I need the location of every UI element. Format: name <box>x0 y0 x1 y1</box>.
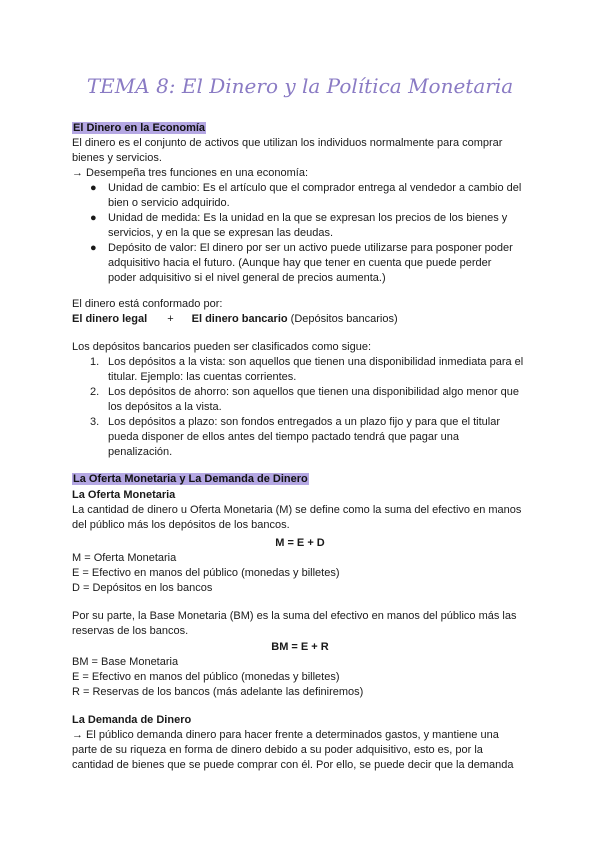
definition-line: E = Efectivo en manos del público (monedas y billetes) <box>72 671 340 683</box>
list-item: adquisitivo hacia el futuro. (Aunque hay que tener en cuenta que puede perder <box>108 257 492 269</box>
list-item: Depósito de valor: El dinero por ser un activo puede utilizarse para posponer poder <box>108 242 513 254</box>
list-item: Unidad de medida: Es la unidad en la que se expresan los precios de los bienes y <box>108 212 508 224</box>
paragraph-line: reservas de los bancos. <box>72 625 189 637</box>
paragraph-line: → Desempeña tres funciones en una economía: <box>72 167 309 179</box>
definition-line: D = Depósitos en los bancos <box>72 582 213 594</box>
list-number: 1. <box>90 356 100 368</box>
list-item: poder adquisitivo si el nivel general de precios aumenta.) <box>108 272 386 284</box>
bullet-icon: ● <box>90 212 97 224</box>
composition-line: El dinero legal + El dinero bancario (Depósitos bancarios) <box>72 313 398 325</box>
list-item: Los depósitos a plazo: son fondos entregados a un plazo fijo y para que el titular <box>108 416 500 428</box>
paragraph-line: parte de su riqueza en forma de dinero debido a su poder adquisitivo, esto es, por la <box>72 744 483 756</box>
paragraph-line: La cantidad de dinero u Oferta Monetaria (M) se define como la suma del efectivo en manos <box>72 504 522 516</box>
list-item: penalización. <box>108 446 173 458</box>
list-number: 2. <box>90 386 100 398</box>
paragraph-line: → El público demanda dinero para hacer frente a determinados gastos, y mantiene una <box>72 729 499 741</box>
list-item: servicios, y en la que se expresan las deudas. <box>108 227 334 239</box>
paragraph-line: Por su parte, la Base Monetaria (BM) es la suma del efectivo en manos del público más las <box>72 610 517 622</box>
paragraph-line: del público más los depósitos de los bancos. <box>72 519 290 531</box>
list-item: Unidad de cambio: Es el artículo que el comprador entrega al vendedor a cambio del <box>108 182 522 194</box>
list-item: bien o servicio adquirido. <box>108 197 230 209</box>
paragraph-line: El dinero está conformado por: <box>72 298 223 310</box>
definition-line: BM = Base Monetaria <box>72 656 179 668</box>
formula: BM = E + R <box>271 641 329 653</box>
list-item: los depósitos a la vista. <box>108 401 222 413</box>
subheading: La Demanda de Dinero <box>72 714 192 726</box>
list-item: titular. Ejemplo: las cuentas corrientes. <box>108 371 297 383</box>
paragraph-line: bienes y servicios. <box>72 152 162 164</box>
definition-line: R = Reservas de los bancos (más adelante las definiremos) <box>72 686 364 698</box>
page-title: TEMA 8: El Dinero y la Política Monetaria <box>86 74 514 98</box>
list-number: 3. <box>90 416 100 428</box>
list-item: Los depósitos a la vista: son aquellos que tienen una disponibilidad inmediata para el <box>108 356 524 368</box>
paragraph-line: cantidad de bienes que se puede comprar con él. Por ello, se puede decir que la demanda <box>72 759 514 771</box>
paragraph-line: El dinero es el conjunto de activos que utilizan los individuos normalmente para comprar <box>72 137 503 149</box>
paragraph-line: Los depósitos bancarios pueden ser clasificados como sigue: <box>72 341 372 353</box>
definition-line: M = Oferta Monetaria <box>72 552 177 564</box>
list-item: Los depósitos de ahorro: son aquellos que tienen una disponibilidad algo menor que <box>108 386 519 398</box>
section-heading: El Dinero en la Economía <box>73 122 206 134</box>
list-item: pueda disponer de ellos antes del tiempo pactado tendrá que pagar una <box>108 431 460 443</box>
bullet-icon: ● <box>90 182 97 194</box>
formula: M = E + D <box>275 537 325 549</box>
subheading: La Oferta Monetaria <box>72 489 176 501</box>
bullet-icon: ● <box>90 242 97 254</box>
section-heading: La Oferta Monetaria y La Demanda de Dinero <box>73 473 308 485</box>
definition-line: E = Efectivo en manos del público (monedas y billetes) <box>72 567 340 579</box>
